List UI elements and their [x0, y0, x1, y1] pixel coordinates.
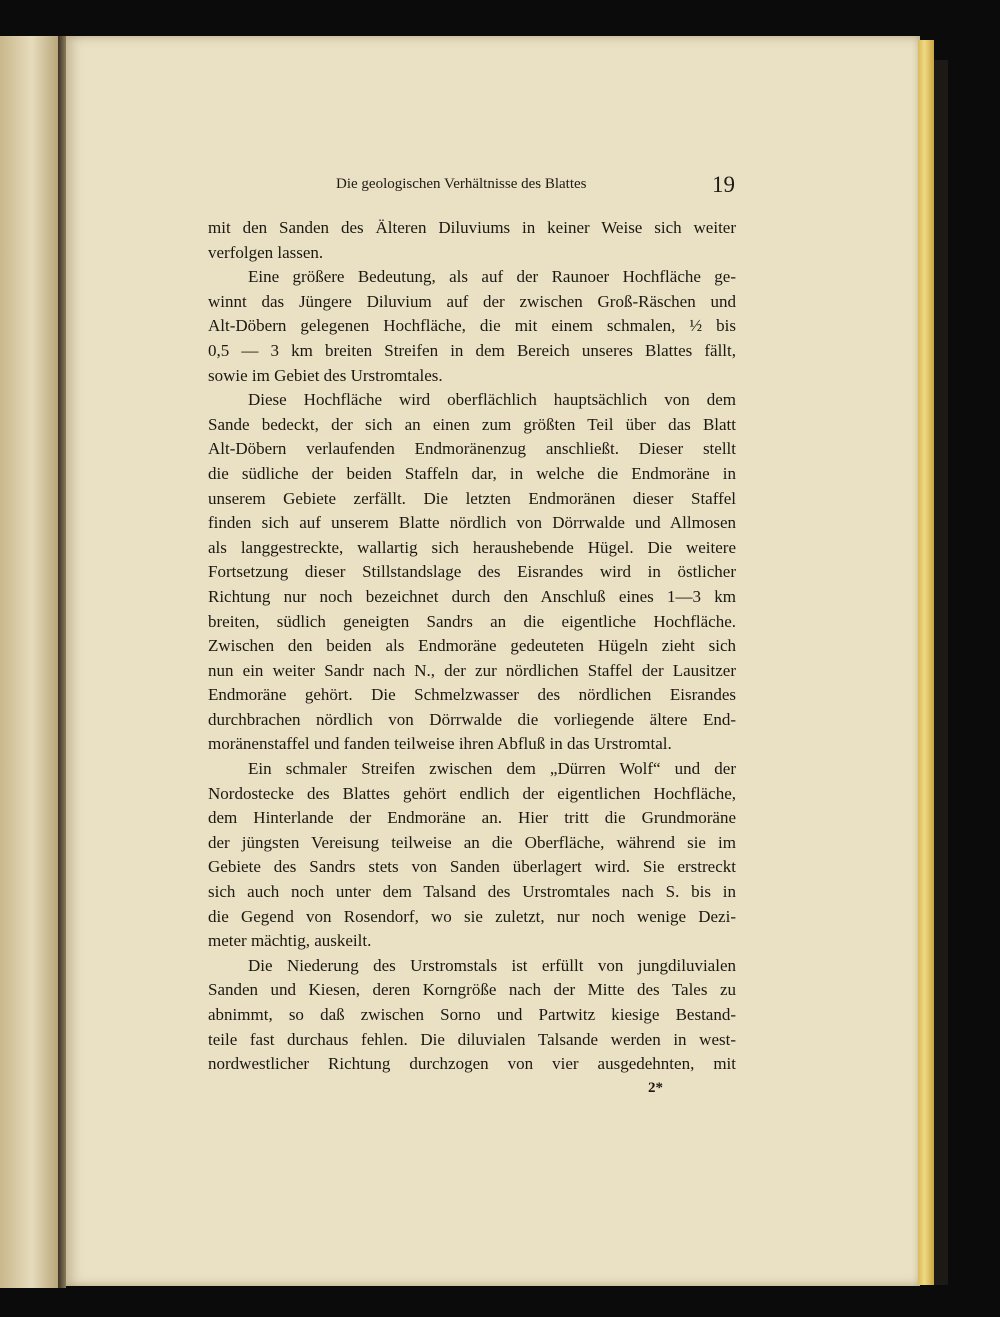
- text-line: nordwestlicher Richtung durchzogen von vier ausgedehnten, mit: [208, 1054, 736, 1074]
- text-line: Fortsetzung dieser Stillstandslage des Eisrandes wird in östlicher: [208, 562, 736, 582]
- text-line: abnimmt, so daß zwischen Sorno und Partwitz kiesige Bestand-: [208, 1005, 736, 1024]
- text-line: sowie im Gebiet des Urstromtales.: [208, 365, 443, 385]
- text-line: unserem Gebiete zerfällt. Die letzten Endmoränen dieser Staffel: [208, 488, 736, 508]
- text-line: nun ein weiter Sandr nach N., der zur nördlichen Staffel der Lausitzer: [208, 660, 736, 680]
- text-line: breiten, südlich geneigten Sandrs an die eigentliche Hochfläche.: [208, 611, 736, 631]
- text-line: Die Niederung des Urstromstals ist erfüllt von jungdiluvialen: [248, 955, 736, 975]
- gilt-page-edges: [918, 40, 934, 1285]
- running-title: Die geologischen Verhältnisse des Blattes: [336, 176, 587, 192]
- text-line: 0,5 — 3 km breiten Streifen in dem Bereich unseres Blattes fällt,: [208, 340, 736, 360]
- facing-page-edge: [0, 36, 60, 1288]
- text-line: moränenstaffel und fanden teilweise ihren Abfluß in das Urstromtal.: [208, 734, 672, 754]
- page-number: 19: [712, 172, 735, 197]
- text-line: sich auch noch unter dem Talsand des Urstromtales nach S. bis in: [208, 882, 736, 902]
- text-line: dem Hinterlande der Endmoräne an. Hier tritt die Grundmoräne: [208, 808, 736, 828]
- text-line: Sanden und Kiesen, deren Korngröße nach der Mitte des Tales zu: [208, 980, 736, 1000]
- book-gutter: [58, 36, 66, 1288]
- text-line: als langgestreckte, wallartig sich heraushebende Hügel. Die weitere: [208, 537, 736, 557]
- text-line: Richtung nur noch bezeichnet durch den Anschluß eines 1—3 km: [208, 586, 736, 606]
- text-line: die Gegend von Rosendorf, wo sie zuletzt, nur noch wenige Dezi-: [208, 906, 736, 926]
- text-line: Endmoräne gehört. Die Schmelzwasser des nördlichen Eisrandes: [208, 685, 736, 705]
- text-line: die südliche der beiden Staffeln dar, in welche die Endmoräne in: [208, 463, 736, 483]
- text-line: teile fast durchaus fehlen. Die diluvialen Talsande werden in west-: [208, 1029, 736, 1049]
- signature-mark: 2*: [648, 1080, 663, 1096]
- text-line: Nordostecke des Blattes gehört endlich der eigentlichen Hochfläche,: [208, 783, 736, 803]
- text-line: Sande bedeckt, der sich an einen zum größten Teil über das Blatt: [208, 414, 736, 434]
- text-line: Eine größere Bedeutung, als auf der Raunoer Hochfläche ge-: [248, 267, 736, 287]
- text-line: finden sich auf unserem Blatte nördlich von Dörrwalde und Allmosen: [208, 513, 736, 533]
- text-line: winnt das Jüngere Diluvium auf der zwischen Groß-Räschen und: [208, 291, 736, 311]
- text-line: verfolgen lassen.: [208, 242, 324, 262]
- text-line: Diese Hochfläche wird oberflächlich hauptsächlich von dem: [248, 390, 736, 410]
- text-line: Alt-Döbern gelegenen Hochfläche, die mit einem schmalen, ½ bis: [208, 316, 736, 336]
- body-text: [208, 216, 736, 1077]
- text-line: Gebiete des Sandrs stets von Sanden überlagert wird. Sie erstreckt: [208, 857, 736, 877]
- text-line: mit den Sanden des Älteren Diluviums in keiner Weise sich weiter: [208, 218, 736, 237]
- text-line: meter mächtig, auskeilt.: [208, 931, 372, 951]
- text-line: durchbrachen nördlich von Dörrwalde die vorliegende ältere End-: [208, 709, 736, 729]
- text-line: Alt-Döbern verlaufenden Endmoränenzug anschließt. Dieser stellt: [208, 439, 736, 459]
- book-cover-edge: [934, 60, 948, 1285]
- text-line: Zwischen den beiden als Endmoräne gedeuteten Hügeln zieht sich: [208, 636, 736, 656]
- text-line: der jüngsten Vereisung teilweise an die Oberfläche, während sie im: [208, 832, 736, 852]
- text-line: Ein schmaler Streifen zwischen dem „Dürren Wolf“ und der: [248, 759, 736, 779]
